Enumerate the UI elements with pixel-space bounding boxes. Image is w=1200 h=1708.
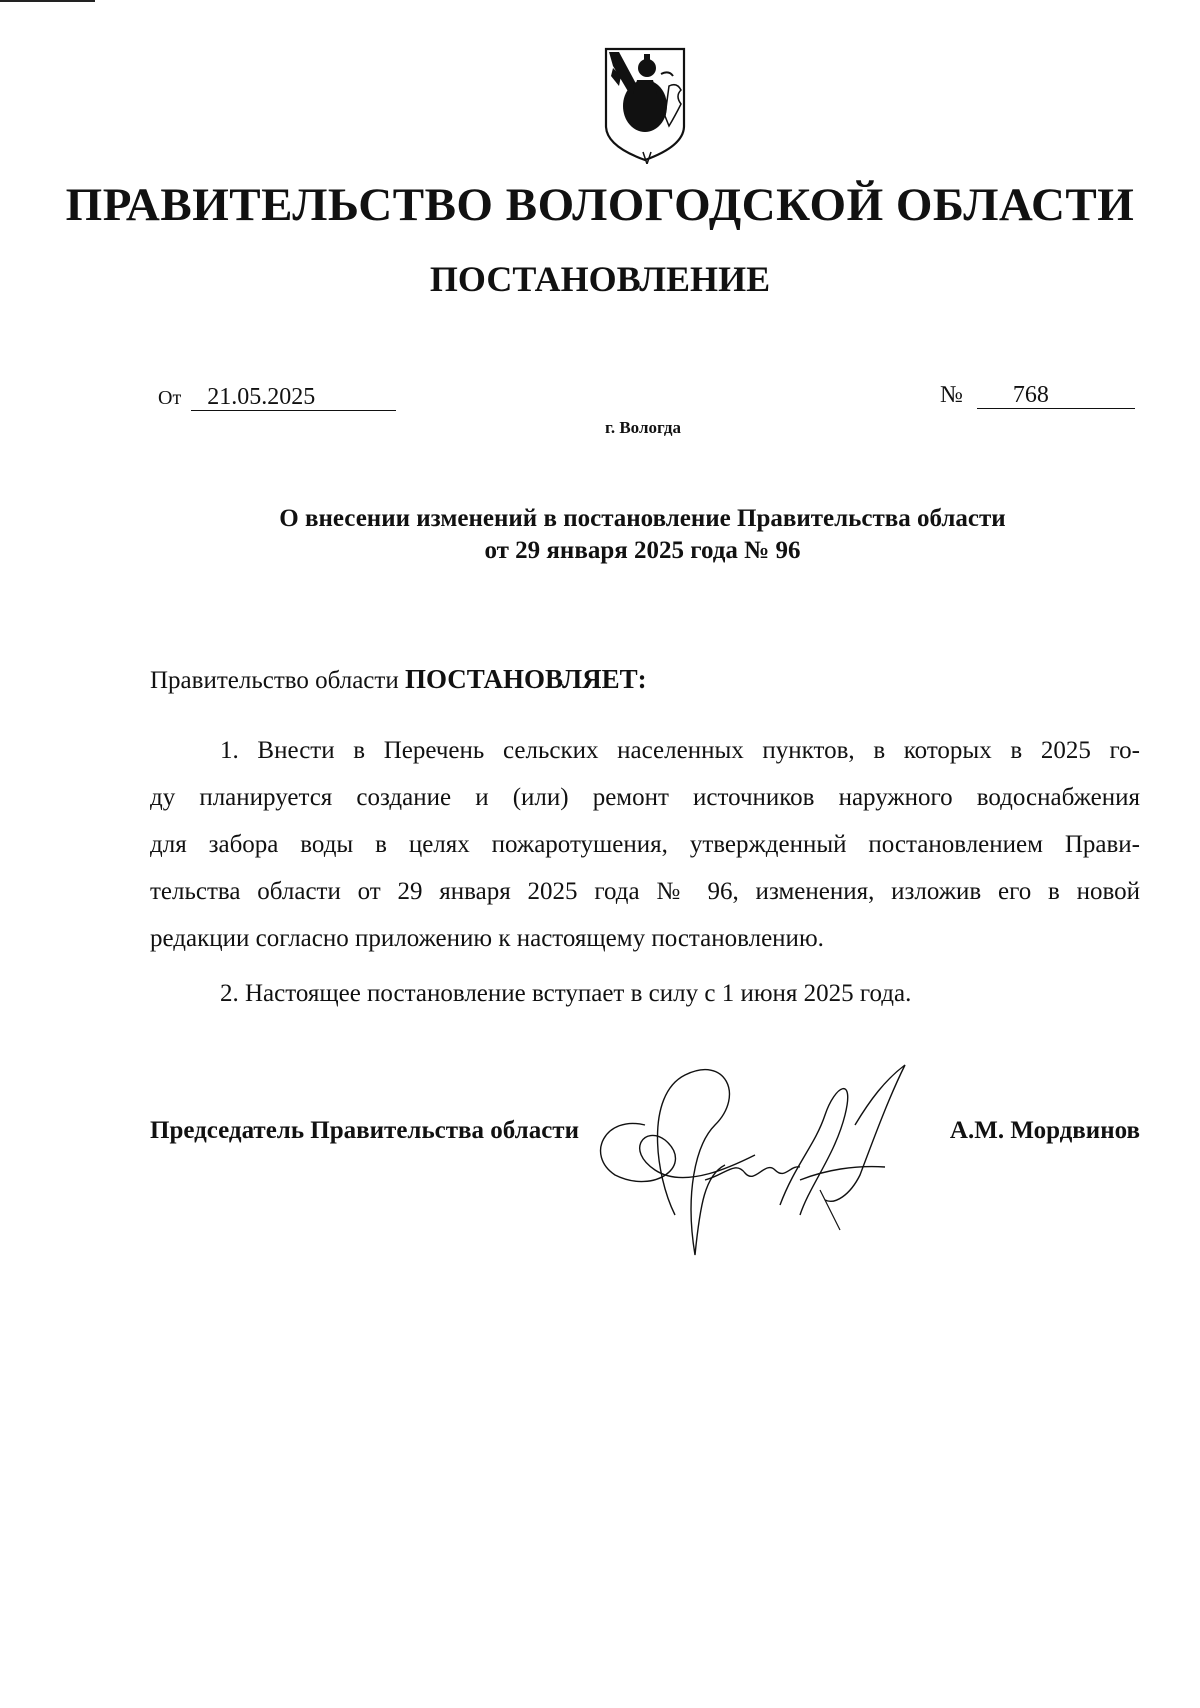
document-number: 768 xyxy=(977,383,1135,409)
paragraph-line: тельства области от 29 января 2025 года № 96, изменения, изложив его в новой xyxy=(150,878,1140,905)
preamble xyxy=(150,664,647,695)
paragraph-line: 1. Внести в Перечень сельских населенных пунктов, в которых в 2025 го- xyxy=(220,737,1140,764)
paragraph-line: 2. Настоящее постановление вступает в силу с 1 июня 2025 года. xyxy=(220,980,912,1007)
preamble-keyword: ПОСТАНОВЛЯЕТ: xyxy=(404,664,647,694)
document-type: ПОСТАНОВЛЕНИЕ xyxy=(429,259,771,299)
paragraph-1 xyxy=(150,727,1140,962)
date-prefix: От xyxy=(158,387,182,409)
city: г. Вологда xyxy=(605,418,681,437)
subject-heading xyxy=(0,503,1200,567)
number-prefix: № xyxy=(940,382,963,408)
organization-title: ПРАВИТЕЛЬСТВО ВОЛОГОДСКОЙ ОБЛАСТИ xyxy=(65,179,1135,231)
date-row xyxy=(158,384,396,411)
subject-line-2: от 29 января 2025 года № 96 xyxy=(484,537,801,564)
coat-of-arms-icon xyxy=(603,46,687,164)
corner-mark xyxy=(0,0,95,2)
signatory-name: А.М. Мордвинов xyxy=(949,1117,1140,1144)
document-date: 21.05.2025 xyxy=(191,385,396,411)
preamble-text: Правительство области xyxy=(150,667,405,694)
handwritten-signature xyxy=(585,1055,945,1265)
paragraph-line: для забора воды в целях пожаротушения, утвержденный постановлением Прави- xyxy=(150,831,1140,858)
subject-line-1: О внесении изменений в постановление Правительства области xyxy=(279,505,1006,532)
number-row xyxy=(940,382,1135,409)
paragraph-line: ду планируется создание и (или) ремонт источников наружного водоснабжения xyxy=(150,784,1140,811)
paragraph-2 xyxy=(220,970,911,1017)
signatory-role: Председатель Правительства области xyxy=(150,1117,579,1144)
paragraph-line: редакции согласно приложению к настоящему постановлению. xyxy=(150,925,824,952)
